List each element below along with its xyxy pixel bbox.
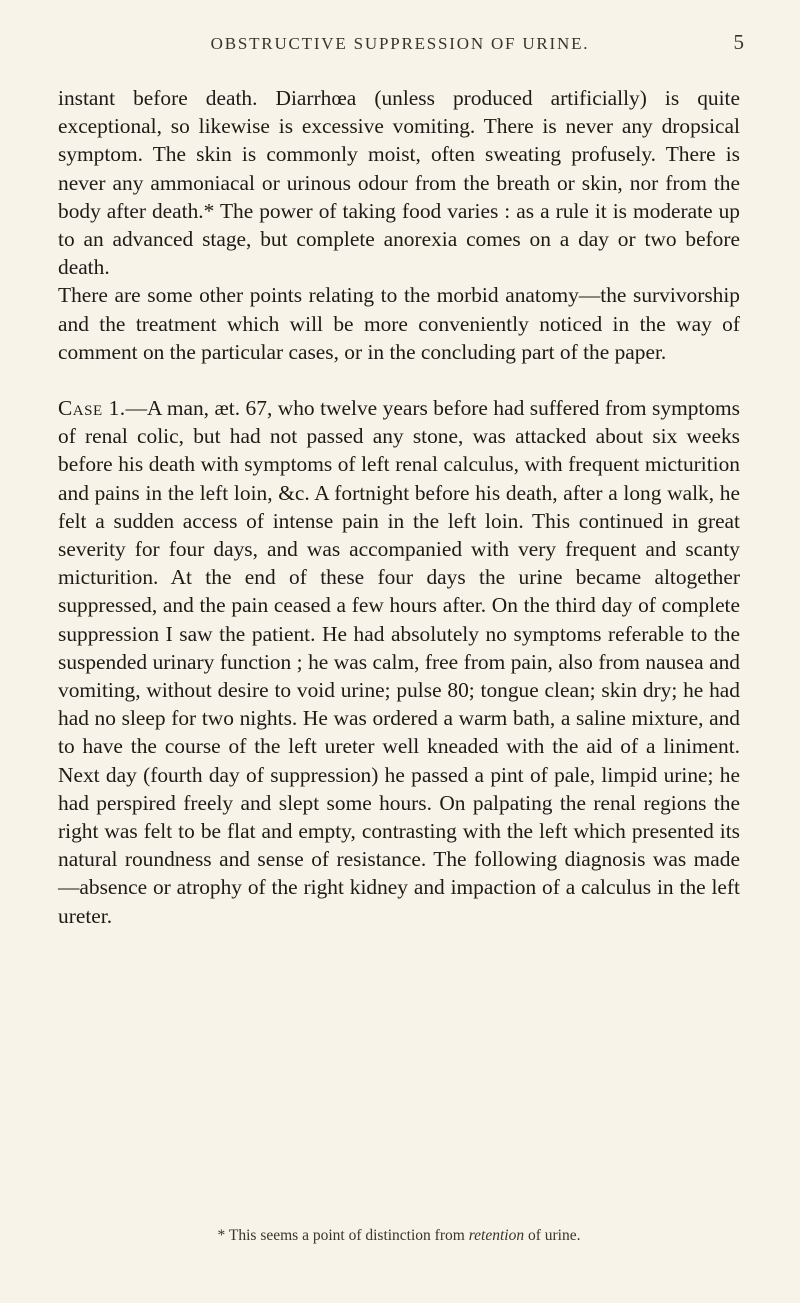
body-text [58, 84, 740, 930]
paragraph-gap [58, 366, 740, 394]
footnote-emphasis: retention [468, 1227, 525, 1244]
case-1-text: —A man, æt. 67, who twelve years before had suffered from symptoms of renal colic, but had not passed any stone, was attacked about six weeks before his death with symptoms of left renal calculus, with frequent micturition and pains in the left loin, &c. A fortnight before his death, after a long walk, he felt a sudden access of intense pain in the left loin. This continued in great severity for four days, and was accompanied with very frequent and scanty micturition. At the end of these four days the urine became altogether suppressed, and the pain ceased a few hours after. On the third day of complete suppression I saw the patient. He had absolutely no symptoms referable to the suspended urinary function ; he was calm, free from pain, also from nausea and vomiting, without desire to void urine; pulse 80; tongue clean; skin dry; he had had no sleep for two nights. He was ordered a warm bath, a saline mixture, and to have the course of the left ureter well kneaded with the aid of a liniment. Next day (fourth day of suppression) he passed a pint of pale, limpid urine; he had perspired freely and slept some hours. On palpating the renal regions the right was felt to be flat and empty, contrasting with the left which presented its natural roundness and sense of resistance. The following diagnosis was made—absence or atrophy of the right kidney and impaction of a calculus in the left ureter. [58, 396, 741, 928]
footnote-text-before: This seems a point of distinction from [228, 1227, 465, 1244]
paragraph-2: There are some other points relating to the morbid anatomy—the survivorship and the treatment which will be more conveniently noticed in the way of comment on the particular cases, or in the concluding part of the paper. [58, 283, 740, 364]
footnote-marker: * [217, 1227, 226, 1244]
running-head [60, 30, 744, 54]
case-label: Case 1. [58, 396, 126, 421]
footnote-text-after: of urine. [527, 1227, 581, 1244]
running-title: OBSTRUCTIVE SUPPRESSION OF URINE. [210, 34, 590, 53]
page-number: 5 [733, 30, 744, 54]
footnote [58, 1226, 740, 1246]
paragraph-case-1 [58, 394, 740, 930]
paragraph-1: instant before death. Diarrhœa (unless produced artificially) is quite exceptional, so likewise is excessive vomiting. There is never any dropsical symptom. The skin is commonly moist, often sweating profusely. There is never any ammoniacal or urinous odour from the breath or skin, nor from the body after death.* The power of taking food varies : as a rule it is moderate up to an advanced stage, but complete anorexia comes on a day or two before death. [58, 86, 740, 280]
